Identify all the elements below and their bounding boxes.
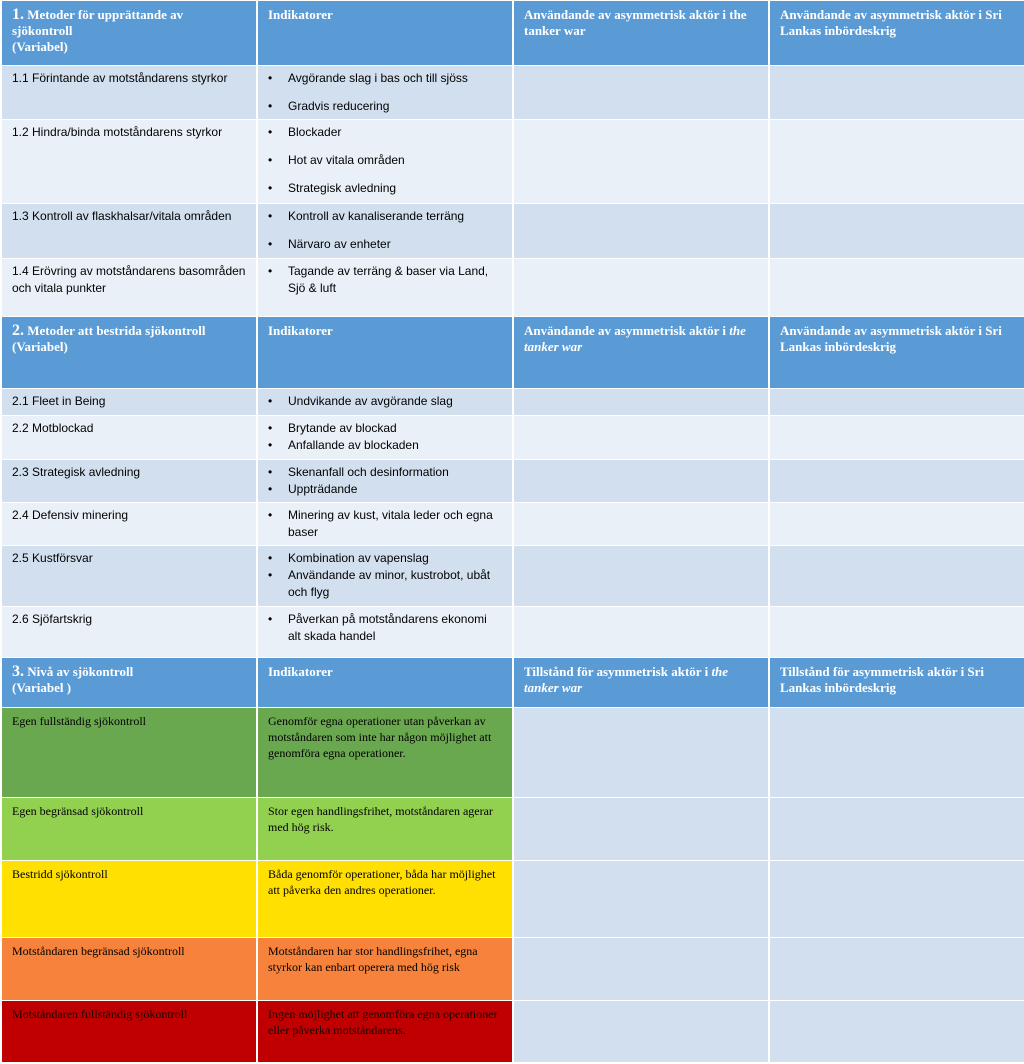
indicator-item: • Kombination av vapenslag bbox=[268, 550, 502, 567]
section2-title: Metoder att bestrida sjökontroll bbox=[27, 323, 206, 338]
table-row bbox=[1, 66, 1024, 120]
indicator-item: • Avgörande slag i bas och till sjöss bbox=[268, 70, 502, 87]
indicator-cell bbox=[257, 607, 513, 658]
level-label: Egen begränsad sjökontroll bbox=[1, 798, 257, 861]
section2-col2-header: Indikatorer bbox=[257, 317, 513, 389]
empty-cell bbox=[513, 389, 769, 416]
section1-number: 1. bbox=[12, 6, 24, 23]
section3-col3-header bbox=[513, 658, 769, 708]
section1-col4-header: Användande av asymmetrisk aktör i Sri Lankas inbördeskrig bbox=[769, 1, 1024, 66]
indicator-cell bbox=[257, 416, 513, 460]
empty-cell bbox=[769, 389, 1024, 416]
level-description: Motståndaren har stor handlingsfrihet, egna styrkor kan enbart operera med hög risk bbox=[257, 938, 513, 1001]
section2-col3-header bbox=[513, 317, 769, 389]
row-label: 2.3 Strategisk avledning bbox=[1, 460, 257, 503]
empty-cell bbox=[513, 798, 769, 861]
indicator-item: • Användande av minor, kustrobot, ubåt och flyg bbox=[268, 567, 502, 601]
row-label: 1.3 Kontroll av flaskhalsar/vitala områden bbox=[1, 204, 257, 259]
level-description: Genomför egna operationer utan påverkan av motståndaren som inte har någon möjlighet att genomföra egna operationer. bbox=[257, 708, 513, 798]
table-row bbox=[1, 546, 1024, 607]
empty-cell bbox=[513, 708, 769, 798]
table-row bbox=[1, 416, 1024, 460]
empty-cell bbox=[513, 460, 769, 503]
section1-title: Metoder för upprättande av sjökontroll bbox=[12, 7, 184, 38]
row-label: 1.1 Förintande av motståndarens styrkor bbox=[1, 66, 257, 120]
indicator-item: • Skenanfall och desinformation bbox=[268, 464, 502, 481]
indicator-item: • Påverkan på motståndarens ekonomi alt skada handel bbox=[268, 611, 502, 645]
section3-col3-text: Tillstånd för asymmetrisk aktör i bbox=[524, 664, 712, 679]
section3-title-cell bbox=[1, 658, 257, 708]
row-label: 2.1 Fleet in Being bbox=[1, 389, 257, 416]
level-label: Motståndaren begränsad sjökontroll bbox=[1, 938, 257, 1001]
empty-cell bbox=[513, 607, 769, 658]
indicator-cell bbox=[257, 204, 513, 259]
empty-cell bbox=[769, 708, 1024, 798]
table-row bbox=[1, 460, 1024, 503]
section2-col4-header: Användande av asymmetrisk aktör i Sri Lankas inbördeskrig bbox=[769, 317, 1024, 389]
table-row bbox=[1, 607, 1024, 658]
empty-cell bbox=[513, 546, 769, 607]
section2-col3-emphasis: the tanker war bbox=[524, 323, 746, 354]
section1-header-row bbox=[1, 1, 1024, 66]
section2-col3-text: Användande av asymmetrisk aktör i bbox=[524, 323, 730, 338]
section3-number: 3. bbox=[12, 663, 24, 680]
empty-cell bbox=[769, 503, 1024, 546]
indicator-item: • Brytande av blockad bbox=[268, 420, 502, 437]
section2-number: 2. bbox=[12, 322, 24, 339]
indicator-item: • Kontroll av kanaliserande terräng bbox=[268, 208, 502, 225]
empty-cell bbox=[513, 861, 769, 938]
section3-col4-header: Tillstånd för asymmetrisk aktör i Sri Lankas inbördeskrig bbox=[769, 658, 1024, 708]
table-row bbox=[1, 204, 1024, 259]
section2-title-cell bbox=[1, 317, 257, 389]
row-label: 2.6 Sjöfartskrig bbox=[1, 607, 257, 658]
empty-cell bbox=[513, 204, 769, 259]
empty-cell bbox=[769, 204, 1024, 259]
indicator-cell bbox=[257, 389, 513, 416]
indicator-item: • Gradvis reducering bbox=[268, 98, 502, 115]
level-label: Motståndaren fullständig sjökontroll bbox=[1, 1001, 257, 1063]
table-row bbox=[1, 389, 1024, 416]
level-description: Stor egen handlingsfrihet, motståndaren agerar med hög risk. bbox=[257, 798, 513, 861]
empty-cell bbox=[769, 1001, 1024, 1063]
section3-variable: (Variabel ) bbox=[12, 680, 72, 695]
level-description: Båda genomför operationer, båda har möjlighet att påverka den andres operationer. bbox=[257, 861, 513, 938]
table-row bbox=[1, 120, 1024, 204]
level-description: Ingen möjlighet att genomföra egna operationer eller påverka motståndarens. bbox=[257, 1001, 513, 1063]
indicator-item: • Tagande av terräng & baser via Land, Sjö & luft bbox=[268, 263, 502, 297]
table-row bbox=[1, 861, 1024, 938]
indicator-cell bbox=[257, 66, 513, 120]
section3-title: Nivå av sjökontroll bbox=[27, 664, 134, 679]
empty-cell bbox=[513, 1001, 769, 1063]
row-label: 2.2 Motblockad bbox=[1, 416, 257, 460]
empty-cell bbox=[769, 798, 1024, 861]
empty-cell bbox=[513, 416, 769, 460]
empty-cell bbox=[769, 607, 1024, 658]
indicator-cell bbox=[257, 460, 513, 503]
table-row bbox=[1, 259, 1024, 317]
section2-header-row bbox=[1, 317, 1024, 389]
indicator-item: • Hot av vitala områden bbox=[268, 152, 502, 169]
row-label: 1.2 Hindra/binda motståndarens styrkor bbox=[1, 120, 257, 204]
indicator-item: • Minering av kust, vitala leder och egna baser bbox=[268, 507, 502, 541]
table-row bbox=[1, 798, 1024, 861]
section3-col2-header: Indikatorer bbox=[257, 658, 513, 708]
section1-variable: (Variabel) bbox=[12, 39, 68, 54]
row-label: 1.4 Erövring av motståndarens basområden och vitala punkter bbox=[1, 259, 257, 317]
indicator-cell bbox=[257, 546, 513, 607]
empty-cell bbox=[513, 120, 769, 204]
empty-cell bbox=[769, 546, 1024, 607]
indicator-cell bbox=[257, 503, 513, 546]
indicator-item: • Undvikande av avgörande slag bbox=[268, 393, 502, 410]
empty-cell bbox=[769, 66, 1024, 120]
empty-cell bbox=[769, 416, 1024, 460]
empty-cell bbox=[769, 861, 1024, 938]
section3-header-row bbox=[1, 658, 1024, 708]
section1-title-cell bbox=[1, 1, 257, 66]
table-row bbox=[1, 1001, 1024, 1063]
empty-cell bbox=[769, 938, 1024, 1001]
level-label: Bestridd sjökontroll bbox=[1, 861, 257, 938]
indicator-cell bbox=[257, 259, 513, 317]
row-label: 2.5 Kustförsvar bbox=[1, 546, 257, 607]
row-label: 2.4 Defensiv minering bbox=[1, 503, 257, 546]
indicator-cell bbox=[257, 120, 513, 204]
indicator-item: • Uppträdande bbox=[268, 481, 502, 498]
table-row bbox=[1, 503, 1024, 546]
section3-col3-emphasis: the tanker war bbox=[524, 664, 729, 695]
table-row bbox=[1, 708, 1024, 798]
table-row bbox=[1, 938, 1024, 1001]
empty-cell bbox=[769, 120, 1024, 204]
empty-cell bbox=[769, 460, 1024, 503]
indicator-item: • Anfallande av blockaden bbox=[268, 437, 502, 454]
section1-col3-header: Användande av asymmetrisk aktör i the tanker war bbox=[513, 1, 769, 66]
indicator-item: • Blockader bbox=[268, 124, 502, 141]
section2-variable: (Variabel) bbox=[12, 339, 68, 354]
empty-cell bbox=[769, 259, 1024, 317]
empty-cell bbox=[513, 503, 769, 546]
empty-cell bbox=[513, 259, 769, 317]
section1-col2-header: Indikatorer bbox=[257, 1, 513, 66]
indicator-item: • Strategisk avledning bbox=[268, 180, 502, 197]
empty-cell bbox=[513, 66, 769, 120]
level-label: Egen fullständig sjökontroll bbox=[1, 708, 257, 798]
indicator-item: • Närvaro av enheter bbox=[268, 236, 502, 253]
empty-cell bbox=[513, 938, 769, 1001]
